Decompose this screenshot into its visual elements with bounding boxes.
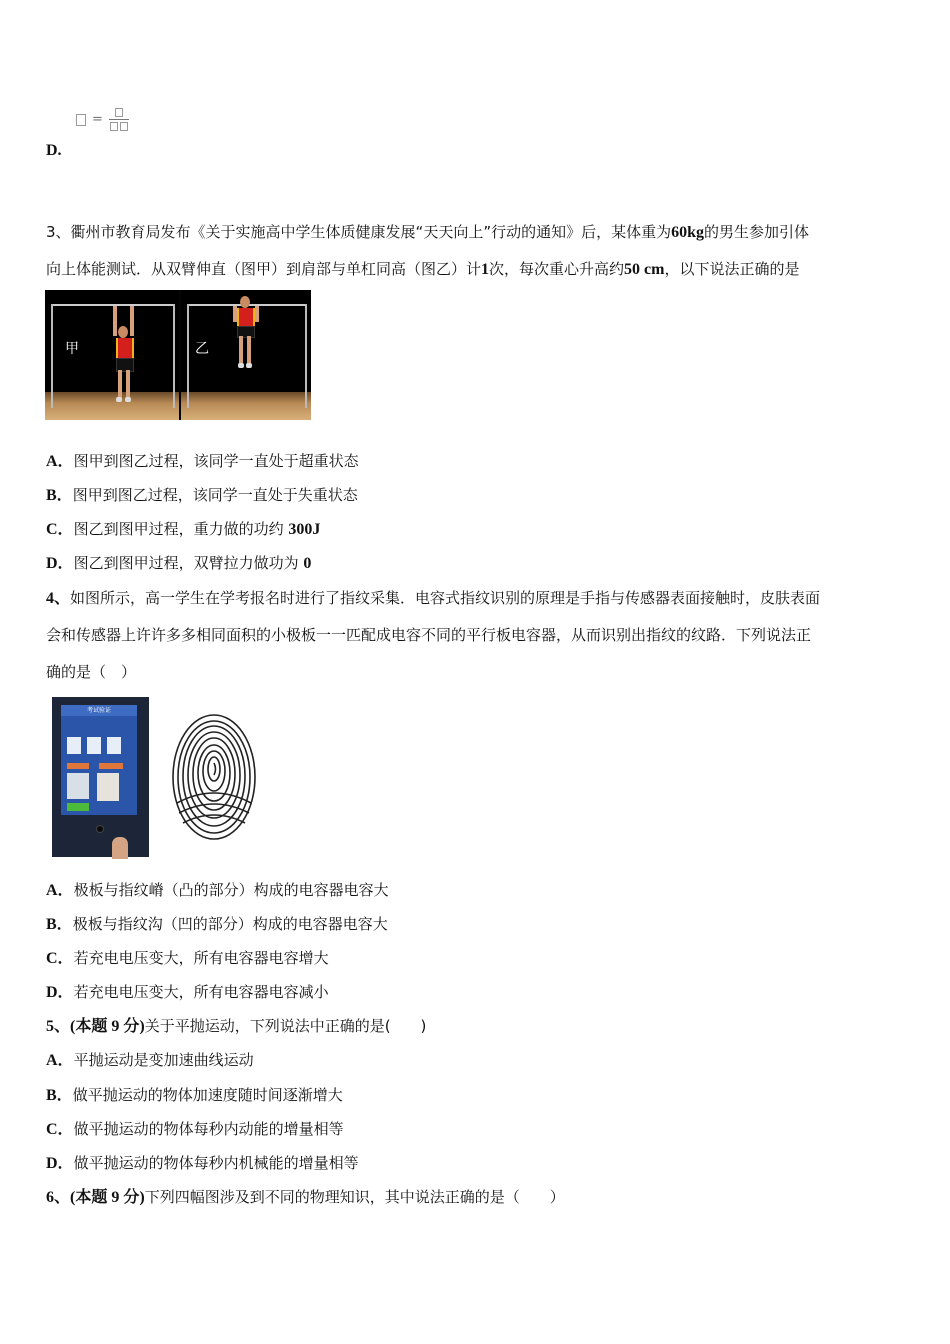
formula-symbol <box>76 114 86 126</box>
q3-option-b[interactable]: B．图甲到图乙过程，该同学一直处于失重状态 <box>46 486 358 504</box>
q3-stem-line1: 3、衢州市教育局发布《关于实施高中学生体质健康发展“天天向上”行动的通知》后，某体重为60kg的男生参加引体 <box>46 223 810 241</box>
q3-option-a[interactable]: A．图甲到图乙过程，该同学一直处于超重状态 <box>46 452 359 470</box>
q3-option-c[interactable]: C．图乙到图甲过程，重力做的功约 300J <box>46 520 321 538</box>
q5-stem: 5、(本题 9 分)关于平抛运动，下列说法中正确的是( ) <box>46 1017 427 1035</box>
pullup-figure <box>45 290 311 420</box>
q6-stem: 6、(本题 9 分)下列四幅图涉及到不同的物理知识，其中说法正确的是（ ） <box>46 1188 565 1206</box>
q4-stem-line3: 确的是（ ） <box>46 663 137 681</box>
device-screen <box>61 705 137 815</box>
finger <box>112 837 128 859</box>
label-jia: 甲 <box>65 341 79 357</box>
q4-option-a[interactable]: A．极板与指纹嵴（凸的部分）构成的电容器电容大 <box>46 881 389 899</box>
fingerprint-device <box>52 697 149 857</box>
q4-stem-line2: 会和传感器上许许多多相同面积的小极板一一匹配成电容不同的平行板电容器，从而识别出指纹的纹路．下列说法正 <box>46 626 812 644</box>
prev-option-d: D. <box>46 142 62 159</box>
q3-stem-line2: 向上体能测试．从双臂伸直（图甲）到肩部与单杠同高（图乙）计1次，每次重心升高约50 cm，以下说法正确的是 <box>46 260 800 278</box>
fingerprint-icon <box>171 713 257 841</box>
q5-option-a[interactable]: A．平抛运动是变加速曲线运动 <box>46 1051 254 1069</box>
formula-placeholder <box>76 108 129 131</box>
screen-title: 考试验证 <box>61 705 137 716</box>
q3-option-d[interactable]: D．图乙到图甲过程，双臂拉力做功为 0 <box>46 554 312 572</box>
label-yi: 乙 <box>195 341 209 357</box>
q5-option-c[interactable]: C．做平抛运动的物体每秒内动能的增量相等 <box>46 1120 344 1138</box>
formula-fraction <box>109 108 129 131</box>
q4-option-d[interactable]: D．若充电电压变大，所有电容器电容减小 <box>46 983 329 1001</box>
q4-option-b[interactable]: B．极板与指纹沟（凹的部分）构成的电容器电容大 <box>46 915 388 933</box>
fingerprint-figure <box>45 695 275 860</box>
q4-stem-line1: 4、如图所示，高一学生在学考报名时进行了指纹采集．电容式指纹识别的原理是手指与传感器表面接触时，皮肤表面 <box>46 589 821 607</box>
q5-option-b[interactable]: B．做平抛运动的物体加速度随时间逐渐增大 <box>46 1086 343 1104</box>
q4-option-c[interactable]: C．若充电电压变大，所有电容器电容增大 <box>46 949 329 967</box>
pullup-panel-yi <box>181 290 311 420</box>
equals-sign: = <box>92 112 103 127</box>
pullup-panel-jia <box>45 290 179 420</box>
q5-option-d[interactable]: D．做平抛运动的物体每秒内机械能的增量相等 <box>46 1154 359 1172</box>
